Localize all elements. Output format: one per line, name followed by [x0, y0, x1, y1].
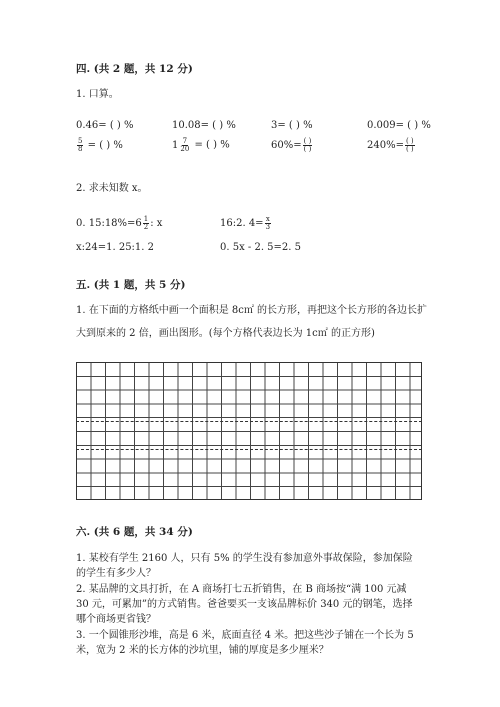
question-2-label: 2. 求未知数 x。: [76, 183, 148, 194]
equation-3: x:24=1. 25:1. 2: [76, 242, 155, 253]
calc-mixed-1-7-20: 1 $\frac{7}{20}$ = ( ) %: [172, 137, 230, 153]
section-5-title: 五. (共 1 题，共 5 分): [76, 279, 186, 291]
grid-dashed-line: [76, 449, 422, 450]
calc-10-08: 10.08= ( ) %: [172, 120, 236, 131]
section-5-instruction-line-1: 1. 在下面的方格纸中画一个面积是 8c㎡ 的长方形，再把这个长方形的各边长扩: [76, 305, 428, 316]
calc-60-percent: 60%= $\frac{( )}{( )}$: [271, 137, 312, 153]
grid-paper[interactable]: [76, 362, 422, 500]
equation-4: 0. 5x - 2. 5=2. 5: [220, 242, 302, 253]
calc-fraction-5-8: $\frac{5}{8}$ = ( ) %: [78, 137, 123, 153]
section-5-instruction-line-2: 大到原来的 2 倍，画出图形。(每个方格代表边长为 1c㎡ 的正方形): [76, 328, 375, 339]
equation-2: 16:2. 4= $\frac{x}{3}$: [220, 215, 271, 231]
problem-1: 1. 某校有学生 2160 人，只有 5% 的学生没有参加意外事故保险，参加保险的学生有多少人？: [76, 553, 413, 579]
calc-3: 3= ( ) %: [271, 120, 313, 131]
problem-2: 2. 某品牌的文具打折，在 A 商场打七五折销售，在 B 商场按“满 100 元减 30 元，可累加”的方式销售。爸爸要买一支该品牌标价 340 元的钢笔，选择哪个商场更省钱？: [76, 584, 413, 625]
grid-dashed-line: [76, 421, 422, 422]
question-1-label: 1. 口算。: [76, 89, 119, 100]
calc-0-009: 0.009= ( ) %: [367, 120, 431, 131]
calc-240-percent: 240%= $\frac{( )}{( )}$: [367, 137, 414, 153]
section-4-title: 四. (共 2 题，共 12 分): [76, 63, 193, 75]
section-6-title: 六. (共 6 题，共 34 分): [76, 526, 193, 538]
calc-0-46: 0.46= ( ) %: [76, 120, 134, 131]
equation-1: 0. 15:18%=6 $\frac{1}{2}$ : x: [76, 215, 163, 231]
problem-3: 3. 一个圆锥形沙堆，高是 6 米，底面直径 4 米。把这些沙子铺在一个长为 5 米，宽为 2 米的长方体的沙坑里，铺的厚度是多少厘米？: [76, 630, 414, 656]
